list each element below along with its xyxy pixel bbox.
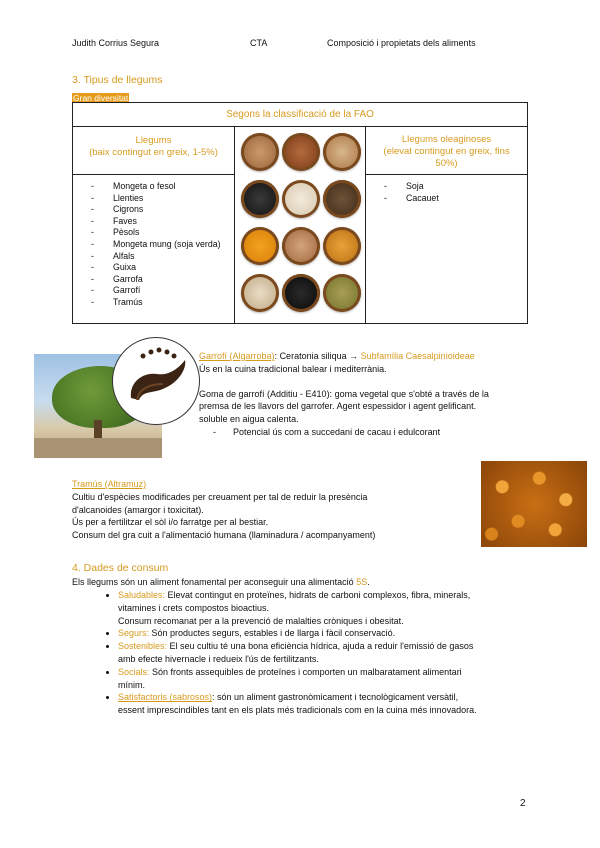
item-text: essent imprescindibles tant en els plats més tradicionals com en la cuina més innovadora.: [118, 705, 477, 716]
left-subtitle: (baix contingut en greix, 1-5%): [89, 147, 218, 158]
intro-text: Els llegums són un aliment fonamental per aconseguir una alimentació: [72, 577, 354, 587]
garrofi-colon: :: [274, 351, 278, 361]
tramus-line1: Cultiu d'espècies modificades per creuament per tal de reduir la presència: [72, 491, 368, 502]
page-number: 2: [520, 798, 526, 809]
list-item-sostenibles: [118, 640, 552, 666]
item-text: : són un aliment gastronòmicament i tecnològicament versàtil,: [212, 692, 459, 703]
section4-intro: [72, 576, 542, 589]
legume-item: - Cacauet: [384, 193, 527, 205]
legume-item: - Soja: [384, 181, 527, 193]
left-legume-list: [73, 175, 234, 309]
item-text: mínim.: [118, 679, 145, 690]
item-text: Són productes segurs, estables i de llarga i fàcil conservació.: [149, 628, 396, 639]
list-item-saludables: [118, 589, 552, 627]
garrofi-gum-line2: premsa de les llavors del garrofer. Agent espessidor i agent gelificant.: [199, 401, 477, 412]
bowl-black-beans-icon: [241, 180, 279, 218]
fao-classification-table: [72, 102, 528, 324]
bowl-yellow-lentils-icon: [241, 227, 279, 265]
right-header-cell: [366, 127, 528, 175]
right-subtitle: (elevat contingut en greix, fins 50%): [383, 146, 510, 169]
right-title: Llegums oleaginoses: [401, 134, 492, 145]
legume-item: - Tramús: [91, 297, 234, 309]
bowl-lentils-icon: [323, 180, 361, 218]
section3-title: 3. Tipus de llegums: [72, 74, 163, 86]
item-text: Consum recomanat per a la prevenció de malalties cròniques i obesitat.: [118, 615, 404, 626]
legume-item: - Mongeta mung (soja verda): [91, 239, 234, 251]
consumption-list: [72, 589, 552, 717]
garrofi-use: Ús en la cuina tradicional balear i mediterrània.: [199, 363, 387, 374]
bowl-cream-beans-icon: [241, 274, 279, 312]
garrofi-bullet-text: Potencial ús com a succedani de cacau i edulcorant: [233, 426, 441, 437]
bowl-red-beans-icon: [282, 133, 320, 171]
item-text: amb efecte hivernacle i redueix l'ús de fertilitzants.: [118, 653, 319, 664]
item-label: Socials:: [118, 666, 150, 677]
list-item-segurs: [118, 627, 552, 640]
legume-item: - Pèsols: [91, 227, 234, 239]
garrofi-bullet: - Potencial ús com a succedani de cacau i edulcorant: [213, 426, 441, 437]
left-header-cell: [73, 127, 235, 175]
tramus-title: Tramús (Altramuz): [72, 479, 147, 489]
legume-item: - Mongeta o fesol: [91, 181, 234, 193]
lupin-beans-photo: [481, 461, 587, 547]
garrofi-latin: Ceratonia siliqua: [279, 351, 347, 361]
item-label: Segurs:: [118, 628, 150, 639]
tramus-line3: Ús per a fertilitzar el sòl i/o farratge per al bestiar.: [72, 517, 269, 528]
right-legume-list: [366, 175, 527, 204]
section3-highlight: Gran diversitat: [73, 93, 129, 103]
tramus-block: [72, 478, 472, 542]
right-list-cell: [366, 175, 528, 324]
left-title: Llegums: [135, 135, 172, 146]
legume-item: - Cigrons: [91, 204, 234, 216]
legume-item: - Guixa: [91, 262, 234, 274]
garrofi-gum-line3: soluble en aigua calenta.: [199, 414, 299, 425]
item-text: vitamines i crets compostos bioactius.: [118, 602, 270, 613]
legume-item: - Llenties: [91, 193, 234, 205]
legume-bowls-image: [235, 127, 366, 324]
table-caption: Segons la classificació de la FAO: [73, 103, 528, 127]
carob-pod-icon: [113, 338, 199, 424]
bowl-beluga-lentils-icon: [282, 274, 320, 312]
item-label: Saludables:: [118, 590, 166, 600]
header-topic: Composició i propietats dels aliments: [327, 38, 476, 48]
garrofi-gum-line1: Goma de garrofí (Additiu - E410): goma vegetal que s'obté a través de la: [199, 388, 489, 399]
carob-pod-image: [112, 337, 200, 425]
garrofi-block: [199, 350, 539, 439]
bowl-borlotti-icon: [282, 227, 320, 265]
section4-title: 4. Dades de consum: [72, 562, 169, 574]
tramus-line2: d'alcanoides (amargor i toxicitat).: [72, 504, 204, 515]
garrofi-family: Subfamília Caesalpinioideae: [360, 351, 475, 361]
tramus-line4: Consum del gra cuit a l'alimentació humana (llaminadura / acompanyament): [72, 530, 376, 541]
item-text: Són fronts assequibles de proteïnes i comporten un malbaratament alimentari: [149, 666, 462, 677]
legume-item: - Alfals: [91, 251, 234, 263]
item-label: Satisfactoris (sabrosos): [118, 692, 213, 703]
ground-icon: [34, 438, 162, 458]
arrow-icon: →: [349, 351, 359, 361]
legume-item: - Garrofa: [91, 274, 234, 286]
item-label: Sostenibles:: [118, 641, 168, 652]
list-item-socials: [118, 666, 552, 692]
intro-end: .: [367, 577, 370, 587]
bowl-chickpeas-icon: [323, 227, 361, 265]
left-list-cell: [73, 175, 235, 324]
header-subject: CTA: [250, 38, 268, 48]
list-item-satisfactoris: [118, 691, 552, 717]
item-text: El seu cultiu té una bona eficiència hídrica, ajuda a reduir l'emissió de gasos: [167, 641, 474, 652]
legume-item: - Garrofí: [91, 285, 234, 297]
item-text: Elevat contingut en proteïnes, hidrats de carboni complexos, fibra, minerals,: [165, 590, 471, 600]
legume-item: - Faves: [91, 216, 234, 228]
bowl-pinto-beans-icon: [323, 133, 361, 171]
bowl-green-lentils-icon: [323, 274, 361, 312]
garrofi-title: Garrofí (Algarroba): [199, 351, 275, 361]
bowl-white-beans-icon: [282, 180, 320, 218]
bowl-beans-icon: [241, 133, 279, 171]
intro-5s: 5S: [356, 577, 368, 587]
header-author: Judith Corrius Segura: [72, 38, 160, 48]
